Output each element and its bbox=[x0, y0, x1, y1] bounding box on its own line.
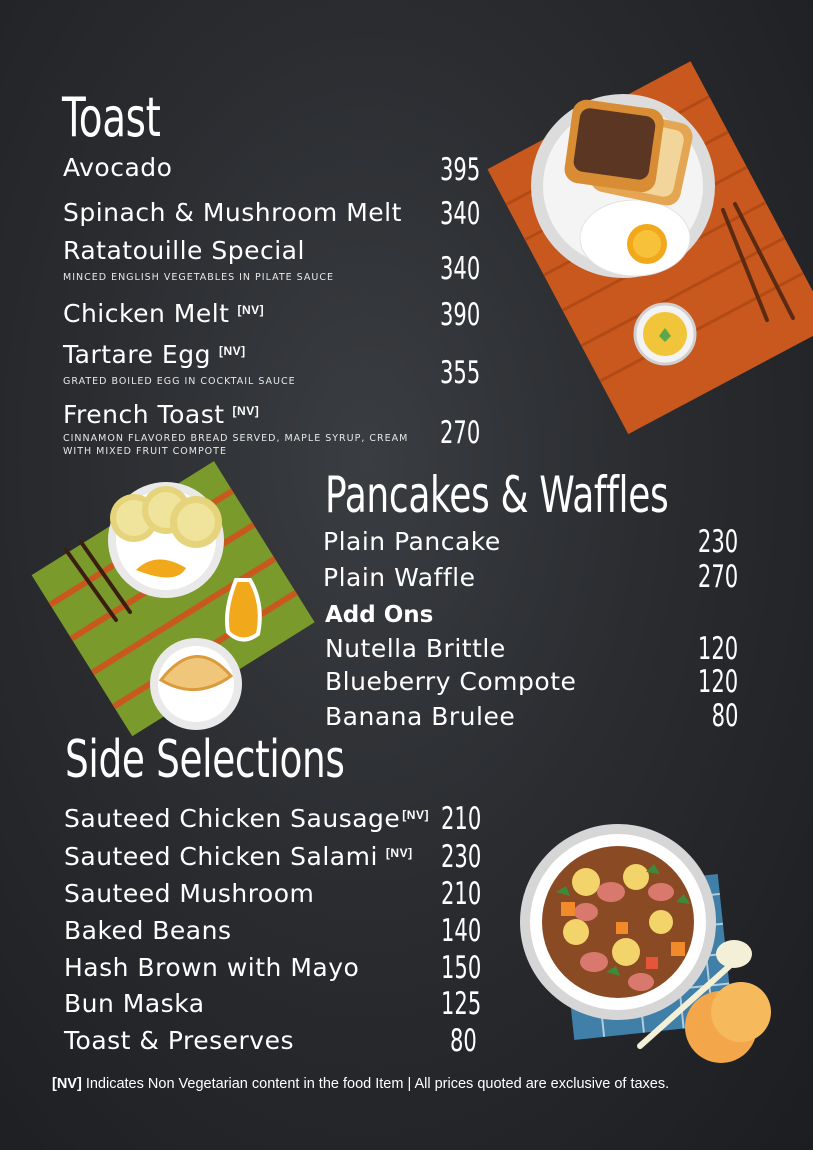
item-name: Sauteed Mushroom bbox=[64, 879, 315, 908]
item-price: 270 bbox=[697, 559, 738, 595]
menu-item-ratatouille-special bbox=[63, 236, 305, 265]
item-name: Chicken Melt bbox=[63, 299, 230, 328]
footer-nv-tag: [NV] bbox=[52, 1076, 82, 1092]
item-name: Nutella Brittle bbox=[325, 634, 506, 663]
item-name: Plain Pancake bbox=[323, 527, 501, 556]
item-price: 140 bbox=[441, 913, 482, 949]
footer-note bbox=[52, 1076, 669, 1092]
item-price: 390 bbox=[440, 297, 481, 333]
sides-title: Side Selections bbox=[65, 730, 345, 790]
item-name: Bun Maska bbox=[64, 989, 205, 1018]
item-price: 80 bbox=[450, 1023, 477, 1059]
item-name: Baked Beans bbox=[64, 916, 232, 945]
menu-item-chicken-melt bbox=[63, 299, 264, 328]
item-name: Sauteed Chicken Salami bbox=[64, 842, 378, 871]
item-price: 80 bbox=[711, 698, 738, 734]
menu-item-sauteed-chicken-salami bbox=[64, 842, 413, 871]
menu-item-blueberry-compote bbox=[325, 667, 576, 696]
item-price: 395 bbox=[440, 152, 481, 188]
item-name: Tartare Egg bbox=[63, 340, 211, 369]
item-name: French Toast bbox=[63, 400, 225, 429]
nv-tag: [NV] bbox=[232, 404, 260, 418]
item-price: 230 bbox=[697, 524, 738, 560]
menu-item-sauteed-mushroom bbox=[64, 879, 314, 908]
item-price: 340 bbox=[440, 196, 481, 232]
item-price: 125 bbox=[441, 986, 482, 1022]
footer-text: Indicates Non Vegetarian content in the food Item | All prices quoted are exclusive of taxes. bbox=[81, 1076, 670, 1092]
menu-item-bun-maska bbox=[64, 989, 205, 1018]
menu-item-nutella-brittle bbox=[325, 634, 506, 663]
item-price: 120 bbox=[697, 631, 738, 667]
item-price: 230 bbox=[441, 839, 482, 875]
menu-item-hash-brown bbox=[64, 953, 359, 982]
item-price: 120 bbox=[697, 664, 738, 700]
item-name: Avocado bbox=[63, 153, 173, 182]
item-price: 210 bbox=[441, 876, 482, 912]
menu-item-avocado bbox=[63, 153, 172, 182]
nv-tag: [NV] bbox=[218, 344, 246, 358]
menu-item-banana-brulee bbox=[325, 702, 515, 731]
menu-item-toast-preserves bbox=[64, 1026, 294, 1055]
item-name: Spinach & Mushroom Melt bbox=[63, 198, 402, 227]
item-price: 355 bbox=[440, 355, 481, 391]
menu-item-plain-waffle bbox=[323, 563, 475, 592]
item-description: GRATED BOILED EGG IN COCKTAIL SAUCE bbox=[63, 376, 296, 387]
item-name: Plain Waffle bbox=[323, 563, 476, 592]
item-description: WITH MIXED FRUIT COMPOTE bbox=[63, 446, 227, 457]
item-name: Hash Brown with Mayo bbox=[64, 953, 360, 982]
item-name: Blueberry Compote bbox=[325, 667, 577, 696]
nv-tag: [NV] bbox=[237, 303, 265, 317]
item-description: CINNAMON FLAVORED BREAD SERVED, MAPLE SYRUP, CREAM bbox=[63, 433, 409, 444]
item-price: 270 bbox=[440, 415, 481, 451]
item-description: MINCED ENGLISH VEGETABLES IN PILATE SAUCE bbox=[63, 272, 334, 283]
menu-item-spinach-mushroom-melt bbox=[63, 198, 402, 227]
menu-item-plain-pancake bbox=[323, 527, 501, 556]
menu-item-french-toast bbox=[63, 400, 259, 429]
nv-tag: [NV] bbox=[402, 808, 429, 822]
addons-label: Add Ons bbox=[325, 602, 434, 628]
pancakes-title: Pancakes & Waffles bbox=[325, 466, 669, 524]
toast-title: Toast bbox=[62, 86, 161, 149]
item-name: Toast & Preserves bbox=[64, 1026, 294, 1055]
nv-tag: [NV] bbox=[385, 846, 413, 860]
item-price: 340 bbox=[440, 251, 481, 287]
item-name: Sauteed Chicken Sausage bbox=[64, 804, 401, 833]
item-price: 150 bbox=[441, 950, 482, 986]
item-price: 210 bbox=[441, 801, 482, 837]
menu-item-baked-beans bbox=[64, 916, 231, 945]
menu-item-tartare-egg bbox=[63, 340, 246, 369]
toast-and-egg-illustration bbox=[505, 60, 813, 420]
sausage-stew-bowl-illustration bbox=[516, 822, 770, 1074]
pancakes-and-croissant-illustration bbox=[36, 470, 306, 730]
item-name: Banana Brulee bbox=[325, 702, 516, 731]
item-name: Ratatouille Special bbox=[63, 236, 305, 265]
menu-item-sauteed-chicken-sausage bbox=[64, 804, 429, 833]
